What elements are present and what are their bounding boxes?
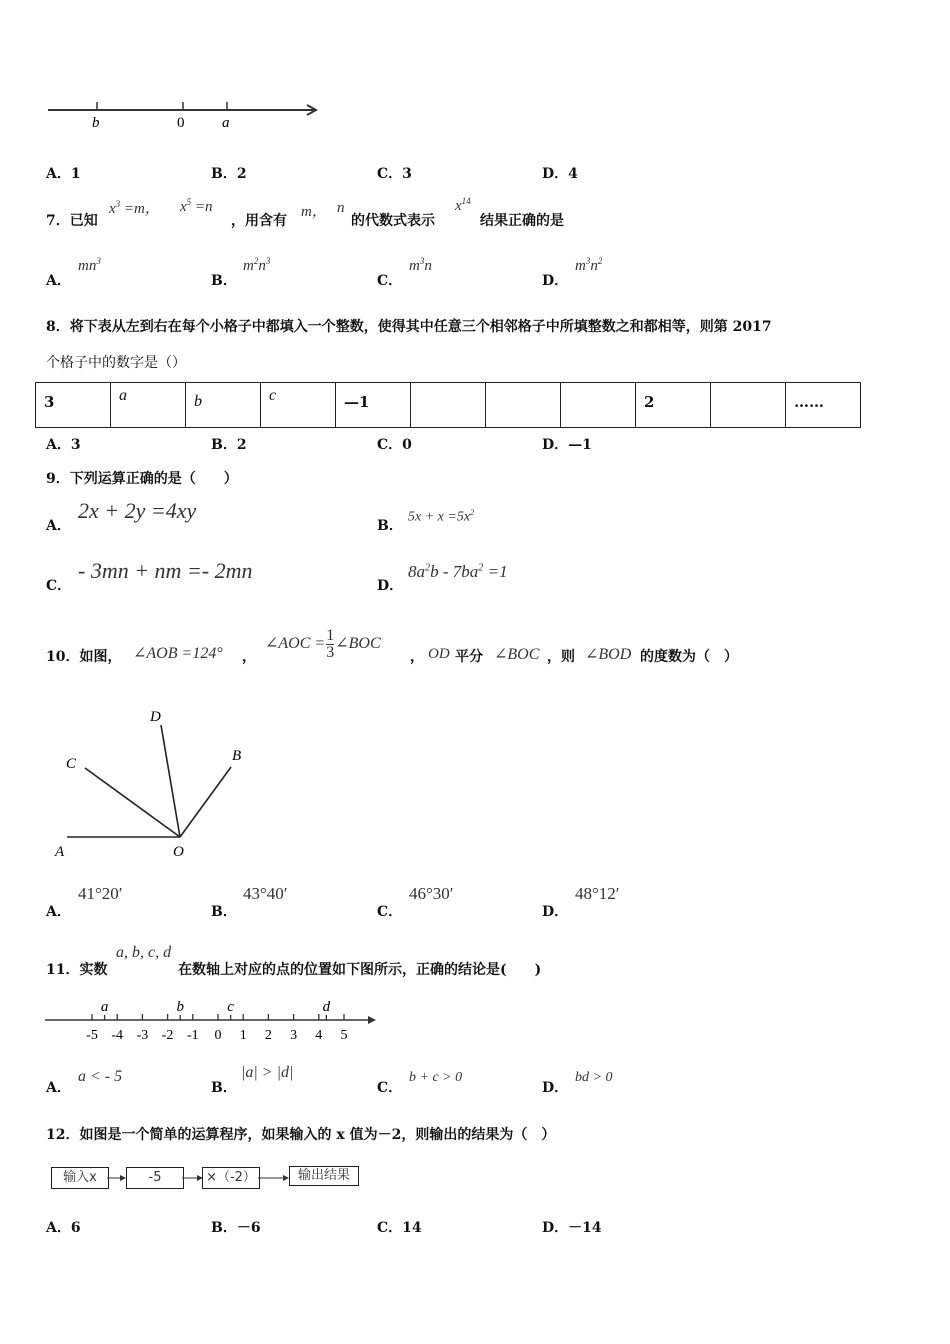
flow-step-1-box: -5 xyxy=(126,1167,184,1189)
grid-cell-4: c xyxy=(261,383,336,428)
q9-option-a[interactable]: A． xyxy=(46,518,71,534)
flow-input-box: 输入x xyxy=(51,1167,109,1189)
ray-ob xyxy=(180,767,231,837)
q9-option-b-expr: $5x + x =5x^2$ xyxy=(408,508,475,525)
q7-option-b[interactable]: B． xyxy=(211,273,237,289)
label-a: a xyxy=(222,115,230,131)
q7-text-3: 的代数式表示 xyxy=(351,213,435,229)
q11-tick-label: -2 xyxy=(161,1028,174,1043)
q7-option-d[interactable]: D． xyxy=(542,273,569,289)
q10-option-b-value: 43°40′ xyxy=(243,884,288,903)
q11-tick-label: 3 xyxy=(290,1028,298,1043)
q11-option-c-expr: b + c > 0 xyxy=(409,1070,463,1085)
q10-option-c-value: 46°30′ xyxy=(409,884,454,903)
grid-cell-7 xyxy=(486,383,561,428)
q8-option-d[interactable]: D．—1 xyxy=(542,437,592,453)
label-c: C xyxy=(66,756,77,772)
q9-option-a-expr: 2x + 2y =4xy xyxy=(78,498,197,523)
q7-text-2: ，用含有 xyxy=(231,213,287,229)
q10-number: 10．如图， xyxy=(46,649,122,665)
q11-point-label: a xyxy=(100,999,109,1015)
q12-option-d[interactable]: D．－14 xyxy=(542,1220,602,1236)
q7-option-d-expr: $m^3n^2$ xyxy=(575,256,603,274)
q11-tick-label: 5 xyxy=(340,1028,348,1043)
q9-option-c[interactable]: C． xyxy=(46,578,72,594)
q10-angle-boc: ∠BOC xyxy=(494,646,540,663)
q11-number: 11．实数 xyxy=(46,962,108,978)
q12-stem: 12．如图是一个简单的运算程序，如果输入的 x 值为－2，则输出的结果为（ ） xyxy=(46,1127,556,1143)
q11-tick-label: 4 xyxy=(315,1028,323,1043)
q10-option-c[interactable]: C． xyxy=(377,904,403,920)
grid-cell-1: 3 xyxy=(36,383,111,428)
q11-option-d-expr: bd > 0 xyxy=(575,1070,613,1085)
q7-expr-x3: $x^3 =m$， xyxy=(109,199,160,217)
flow-step-2-box: ×（-2） xyxy=(202,1167,260,1189)
q11-option-b-expr: |a| > |d| xyxy=(241,1064,294,1081)
q7-expr-x5: $x^5 =n$ xyxy=(180,197,213,215)
q8-stem-line1: 8．将下表从左到右在每个小格子中都填入一个整数，使得其中任意三个相邻格子中所填整数之和都相等，则第 2017 xyxy=(46,319,772,335)
q11-option-d[interactable]: D． xyxy=(542,1080,569,1096)
q11-point-label: d xyxy=(322,999,331,1015)
q11-tick-label: 2 xyxy=(264,1028,272,1043)
q12-option-c[interactable]: C．14 xyxy=(377,1220,422,1236)
q11-axis-arrow xyxy=(368,1016,376,1024)
q7-expr-x14: $x^{14}$ xyxy=(455,196,471,214)
grid-cell-8 xyxy=(561,383,636,428)
grid-cell-10 xyxy=(711,383,786,428)
grid-cell-3: b xyxy=(186,383,261,428)
number-line-figure xyxy=(40,95,330,140)
flow-arrow-3 xyxy=(258,1170,290,1186)
q10-text-4: ，则 xyxy=(547,649,575,665)
q11-number-line xyxy=(40,995,380,1045)
q6-option-b[interactable]: B．2 xyxy=(211,166,247,182)
q11-tick-label: -3 xyxy=(136,1028,149,1043)
q11-tick-label: 0 xyxy=(214,1028,222,1043)
q10-text-3: 平分 xyxy=(455,649,483,665)
label-o: O xyxy=(173,844,184,860)
q10-text-1: ， xyxy=(242,649,256,665)
grid-cell-2: a xyxy=(111,383,186,428)
q7-option-a-expr: $mn^3$ xyxy=(78,256,101,274)
q9-option-b[interactable]: B． xyxy=(377,518,403,534)
label-a-point: A xyxy=(55,844,65,860)
label-0: 0 xyxy=(177,115,185,131)
q8-option-b[interactable]: B．2 xyxy=(211,437,247,453)
q10-text-2: ， xyxy=(410,649,424,665)
q10-option-a-value: 41°20′ xyxy=(78,884,123,903)
q12-option-b[interactable]: B．－6 xyxy=(211,1220,261,1236)
q9-option-d-expr: $8a^2b - 7ba^2 =1$ xyxy=(408,562,508,581)
ray-od xyxy=(161,725,180,837)
q11-tick-label: -1 xyxy=(186,1028,199,1043)
q6-option-d[interactable]: D．4 xyxy=(542,166,578,182)
q7-var-n: n xyxy=(337,200,345,216)
q7-option-c[interactable]: C． xyxy=(377,273,403,289)
flow-arrow-1 xyxy=(107,1170,127,1186)
q10-od: OD xyxy=(428,646,450,662)
q11-option-c[interactable]: C． xyxy=(377,1080,403,1096)
q7-text-4: 结果正确的是 xyxy=(480,213,564,229)
q10-angle-aob: ∠AOB =124° xyxy=(133,645,223,662)
q8-grid-table xyxy=(35,382,861,428)
q6-option-c[interactable]: C．3 xyxy=(377,166,412,182)
q11-vars: a, b, c, d xyxy=(116,944,172,961)
q11-option-a[interactable]: A． xyxy=(46,1080,71,1096)
q10-option-a[interactable]: A． xyxy=(46,904,71,920)
grid-cell-6 xyxy=(411,383,486,428)
q8-option-c[interactable]: C．0 xyxy=(377,437,412,453)
label-d: D xyxy=(150,709,161,725)
flow-output-box: 输出结果 xyxy=(289,1166,359,1186)
grid-cell-5: —1 xyxy=(336,383,411,428)
q11-tick-label: -5 xyxy=(86,1028,98,1043)
q11-option-a-expr: a < - 5 xyxy=(78,1068,123,1085)
q12-option-a[interactable]: A．6 xyxy=(46,1220,81,1236)
q11-tick-label: 1 xyxy=(239,1028,247,1043)
q8-option-a[interactable]: A．3 xyxy=(46,437,81,453)
q7-option-c-expr: $m^3n$ xyxy=(409,256,432,274)
angle-figure xyxy=(40,700,270,865)
q11-text-1: 在数轴上对应的点的位置如下图所示，正确的结论是( ) xyxy=(178,962,542,978)
q10-option-d[interactable]: D． xyxy=(542,904,569,920)
q10-option-b[interactable]: B． xyxy=(211,904,237,920)
grid-cell-11: …… xyxy=(786,383,861,428)
label-b-point: B xyxy=(232,748,242,764)
q10-option-d-value: 48°12′ xyxy=(575,884,620,903)
q7-option-a[interactable]: A． xyxy=(46,273,71,289)
ray-oc xyxy=(85,768,180,837)
flow-arrow-2 xyxy=(182,1170,204,1186)
q7-var-m: m， xyxy=(301,204,327,220)
q9-option-d[interactable]: D． xyxy=(377,578,404,594)
grid-cell-9: 2 xyxy=(636,383,711,428)
q9-stem: 9．下列运算正确的是（ ） xyxy=(46,471,238,487)
q10-angle-bod: ∠BOD xyxy=(585,646,632,663)
q11-point-label: b xyxy=(176,999,184,1015)
q9-option-c-expr: - 3mn + nm =- 2mn xyxy=(78,558,253,583)
q6-option-a[interactable]: A．1 xyxy=(46,166,81,182)
q11-tick-label: -4 xyxy=(111,1028,124,1043)
q10-angle-aoc: ∠AOC = $\frac{1}{3}$ ∠BOC xyxy=(265,627,381,661)
q8-stem-line2: 个格子中的数字是（） xyxy=(46,355,186,371)
q7-number: 7．已知 xyxy=(46,213,98,229)
label-b: b xyxy=(92,115,100,131)
q11-option-b[interactable]: B． xyxy=(211,1080,237,1096)
q10-text-5: 的度数为（ ） xyxy=(640,649,738,665)
q11-point-label: c xyxy=(227,999,234,1015)
q7-option-b-expr: $m^2n^3$ xyxy=(243,256,271,274)
